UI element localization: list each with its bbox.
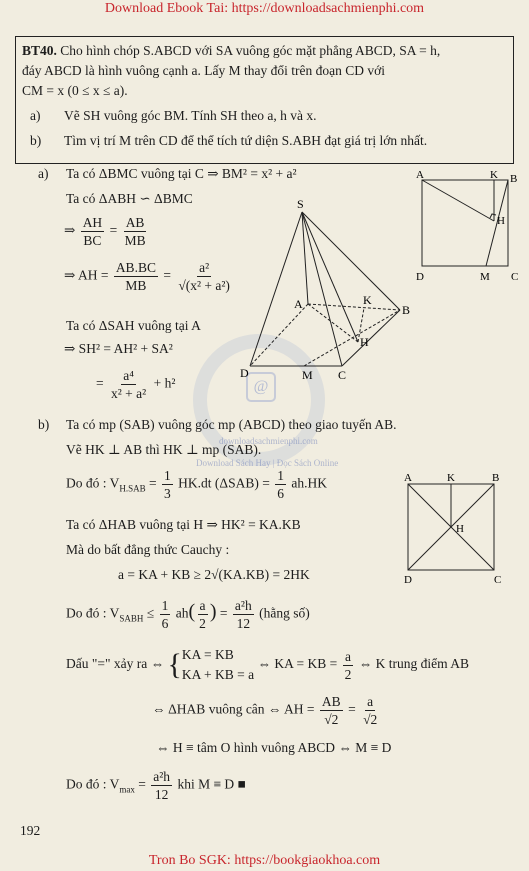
sol-b-line4: Ta có ΔHAB vuông tại H ⇒ HK² = KA.KB — [66, 517, 301, 532]
edge-sh — [302, 212, 358, 342]
label-c: C — [338, 368, 347, 382]
frac-a2-sqrt: $\frac{\text{a²}}{\text{√(x² + a²)}}$ — [178, 260, 230, 293]
watermark-line1: downloadsachmienphi.com — [219, 436, 318, 446]
sol-b-line7: Do đó : $V_{SABH}$ ≤ $\frac{1}{6}$ ah( $\frac{a}{2}$ ) = $\frac{\text{a²h}}{12}$ (hằng số) — [66, 598, 310, 631]
sol-b-line6: a = KA + KB ≥ 2√(KA.KB) = 2HK — [118, 567, 310, 582]
sol-b-line2: Vẽ HK ⊥ AB thì HK ⊥ mp (SAB). — [66, 442, 262, 457]
frac-ab-mb: $\frac{AB}{MB}$ — [124, 215, 146, 248]
edge-sa — [302, 212, 308, 304]
sq2-h: H — [456, 523, 464, 535]
edge-cb — [342, 310, 400, 366]
part-b-label: b) — [30, 133, 42, 148]
problem-line1 — [22, 43, 440, 59]
label-b: B — [402, 303, 411, 317]
label-s: S — [297, 197, 304, 211]
edge-sc — [302, 212, 342, 366]
seg-ah — [422, 180, 494, 221]
square-figure-top — [414, 168, 524, 286]
sq1-c: C — [511, 271, 519, 283]
label-h: H — [360, 335, 369, 349]
label-k: K — [363, 293, 372, 307]
footer-sgk-link[interactable]: Tron Bo SGK: https://bookgiaokhoa.com — [148, 853, 381, 868]
sq2-b: B — [492, 472, 500, 484]
edge-ad — [250, 304, 308, 366]
square-figure-bottom — [400, 470, 510, 588]
watermark-at-icon: @ — [246, 372, 276, 402]
part-a-text: Vẽ SH vuông góc BM. Tính SH theo a, h và x. — [64, 108, 317, 123]
label-d: D — [240, 366, 249, 380]
sq2-c: C — [494, 574, 502, 586]
problem-line3: CM = x (0 ≤ x ≤ a). — [22, 83, 128, 98]
frac-abbc-mb: $\frac{AB.BC}{MB}$ — [115, 260, 156, 293]
frac-a4: $\frac{\text{a⁴}}{\text{x² + a²}}$ — [111, 368, 147, 401]
problem-line2: đáy ABCD là hình vuông cạnh a. Lấy M thay đổi trên đoạn CD với — [22, 63, 385, 78]
problem-label: BT40. — [22, 43, 57, 58]
sq1-d: D — [416, 271, 424, 283]
sol-b-line3: Do đó : $V_{H.SAB}$ = $\frac{1}{3}$ HK.dt (ΔSAB) = $\frac{1}{6}$ ah.HK — [66, 468, 327, 501]
edge-sd — [250, 212, 302, 366]
sol-a-line6: ⇒ SH² = AH² + SA² — [64, 341, 173, 356]
square-abcd — [422, 180, 508, 266]
sq1-k: K — [490, 169, 498, 181]
watermark-line2: Download Sách Hay | Đọc Sách Online — [196, 458, 339, 468]
problem-text1: Cho hình chóp S.ABCD với SA vuông góc mặt phẳng ABCD, SA = h, — [56, 43, 441, 58]
sq2-k: K — [447, 472, 455, 484]
sol-a-line3: ⇒ $\frac{AH}{BC}$ = $\frac{AB}{MB}$ — [64, 215, 146, 248]
sq1-a: A — [416, 169, 424, 181]
edge-ah — [308, 304, 358, 342]
l3-pre: ⇒ — [64, 222, 76, 238]
sol-a-line5: Ta có ΔSAH vuông tại A — [66, 318, 201, 333]
sol-b-line11: Do đó : $V_{max}$ = $\frac{\text{a²h}}{12}$ khi M ≡ D ■ — [66, 769, 246, 802]
sq1-m: M — [480, 271, 490, 283]
sol-a-line1: Ta có ΔBMC vuông tại C ⇒ BM² = x² + a² — [66, 166, 297, 181]
sol-a-line2: Ta có ΔABH ∽ ΔBMC — [66, 191, 193, 206]
label-a: A — [294, 297, 303, 311]
sol-b-line8: Dấu "=" xảy ra ⇔ { KA = KB KA + KB = a ⇔ KA = KB = $\frac{a}{2}$ ⇔ K trung điểm AB — [66, 647, 469, 682]
right-angle-h — [490, 214, 496, 218]
sol-a-line7: = $\frac{\text{a⁴}}{\text{x² + a²}}$ + h² — [96, 368, 176, 401]
sol-a-label: a) — [38, 166, 49, 181]
sq1-b: B — [510, 173, 518, 185]
frac-ah-bc: $\frac{AH}{BC}$ — [82, 215, 103, 248]
edge-sb — [302, 212, 400, 310]
sol-b-line1: Ta có mp (SAB) vuông góc mp (ABCD) theo giao tuyến AB. — [66, 417, 397, 432]
header-download-link[interactable]: Download Ebook Tai: https://downloadsachmienphi.com — [104, 1, 425, 16]
sol-b-line10: ⇔ H ≡ tâm O hình vuông ABCD ⇔ M ≡ D — [156, 740, 392, 755]
sol-b-label: b) — [38, 417, 50, 432]
pyramid-figure — [232, 196, 422, 386]
sq2-a: A — [404, 472, 412, 484]
sq1-h: H — [497, 215, 505, 227]
edge-mb — [304, 310, 400, 366]
sq2-d: D — [404, 574, 412, 586]
edge-ab — [308, 304, 400, 310]
sol-a-line4: ⇒ AH = $\frac{AB.BC}{MB}$ = $\frac{\text{a²}}{\text{√(x² + a²)}}$ — [64, 260, 230, 293]
sol-b-line5: Mà do bất đẳng thức Cauchy : — [66, 542, 230, 557]
part-b-text: Tìm vị trí M trên CD để thể tích tứ diện S.ABH đạt giá trị lớn nhất. — [64, 133, 428, 148]
part-a-label: a) — [30, 108, 41, 123]
sol-b-line9: ⇔ ΔHAB vuông cân ⇔ AH = $\frac{AB}{√2}$ = $\frac{a}{√2}$ — [152, 694, 378, 727]
label-m: M — [302, 368, 313, 382]
page-number: 192 — [20, 823, 41, 838]
